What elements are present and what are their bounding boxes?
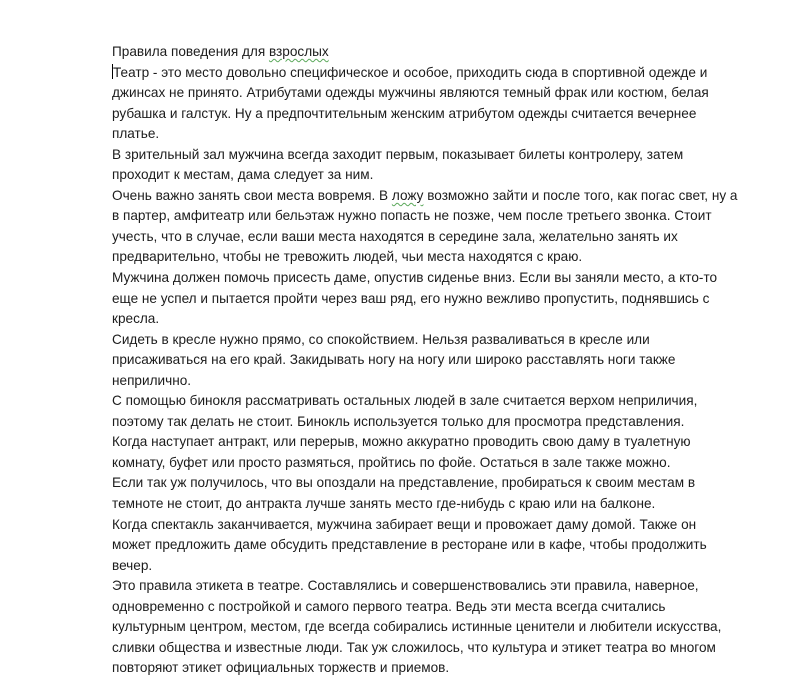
text-line: неприлично. — [112, 372, 192, 388]
grammar-mark: взрослых — [268, 44, 329, 59]
text-line: платье. — [112, 126, 160, 142]
text-line: Это правила этикета в театре. Составлялись и совершенствовались эти правила, наверное, — [112, 578, 699, 594]
text-line: проходит к местам, дама следует за ним. — [112, 167, 374, 183]
text-line: Когда спектакль заканчивается, мужчина забирает вещи и провожает даму домой. Также он — [112, 516, 697, 532]
text-line: предварительно, чтобы не тревожить людей, чьи места находятся с краю. — [112, 249, 583, 265]
text-line: Когда наступает антракт, или перерыв, можно аккуратно проводить свою даму в туалетную — [112, 434, 691, 450]
text-line: учесть, что в случае, если ваши места находятся в середине зала, желательно занять их — [112, 228, 678, 244]
grammar-mark: ложу — [391, 187, 424, 203]
text-line: В зрительный зал мужчина всегда заходит первым, показывает билеты контролеру, затем — [112, 146, 684, 162]
document-body[interactable] — [112, 63, 792, 679]
document-title: Правила поведения для взрослых — [112, 44, 329, 59]
text-line: сливки общества и известные люди. Так уж сложилось, что культура и этикет театра во многом — [112, 639, 716, 655]
text-line: Мужчина должен помочь присесть даме, опустив сиденье вниз. Если вы заняли место, а кто-то — [112, 270, 718, 286]
text-line: одновременно с постройкой и самого первого театра. Ведь эти места всегда считались — [112, 598, 666, 614]
document-page[interactable] — [112, 42, 792, 679]
text-line: присаживаться на его край. Закидывать ногу на ногу или широко расставлять ноги также — [112, 352, 676, 368]
text-line: Если так уж получилось, что вы опоздали на представление, пробираться к своим местам в — [112, 475, 696, 491]
text-line: темноте не стоит, до антракта лучше занять место где-нибудь с краю или на балконе. — [112, 496, 656, 512]
text-line: культурным центром, местом, где всегда собирались истинные ценители и любители искусства, — [112, 619, 722, 635]
text-line: кресла. — [112, 311, 160, 327]
text-line: еще не успел и пытается пройти через ваш ряд, его нужно вежливо пропустить, поднявшись с — [112, 290, 710, 306]
text-line: в партер, амфитеатр или бельэтаж нужно попасть не позже, чем после третьего звонка. Стоит — [112, 208, 712, 224]
text-line: комнату, буфет или просто размяться, пройтись по фойе. Остаться в зале также можно. — [112, 454, 671, 470]
text-line: вечер. — [112, 557, 153, 573]
text-line: повторяют этикет официальных торжеств и приемов. — [112, 660, 450, 676]
text-line: С помощью бинокля рассматривать остальных людей в зале считается верхом неприличия, — [112, 393, 698, 409]
text-line: джинсах не принято. Атрибутами одежды мужчины являются темный фрак или костюм, белая — [112, 85, 709, 101]
text-line: может предложить даме обсудить представление в ресторане или в кафе, чтобы продолжить — [112, 537, 707, 553]
text-line: Сидеть в кресле нужно прямо, со спокойствием. Нельзя разваливаться в кресле или — [112, 331, 650, 347]
text-line: Очень важно занять свои места вовремя. В ложу возможно зайти и после того, как погас свет, ну а — [112, 187, 738, 203]
text-line: поэтому так делать не стоит. Бинокль используется только для просмотра представления. — [112, 413, 685, 429]
text-line: рубашка и галстук. Ну а предпочтительным женским атрибутом одежды считается вечернее — [112, 105, 697, 121]
text-line: Театр - это место довольно специфическое и особое, приходить сюда в спортивной одежде и — [113, 64, 708, 80]
